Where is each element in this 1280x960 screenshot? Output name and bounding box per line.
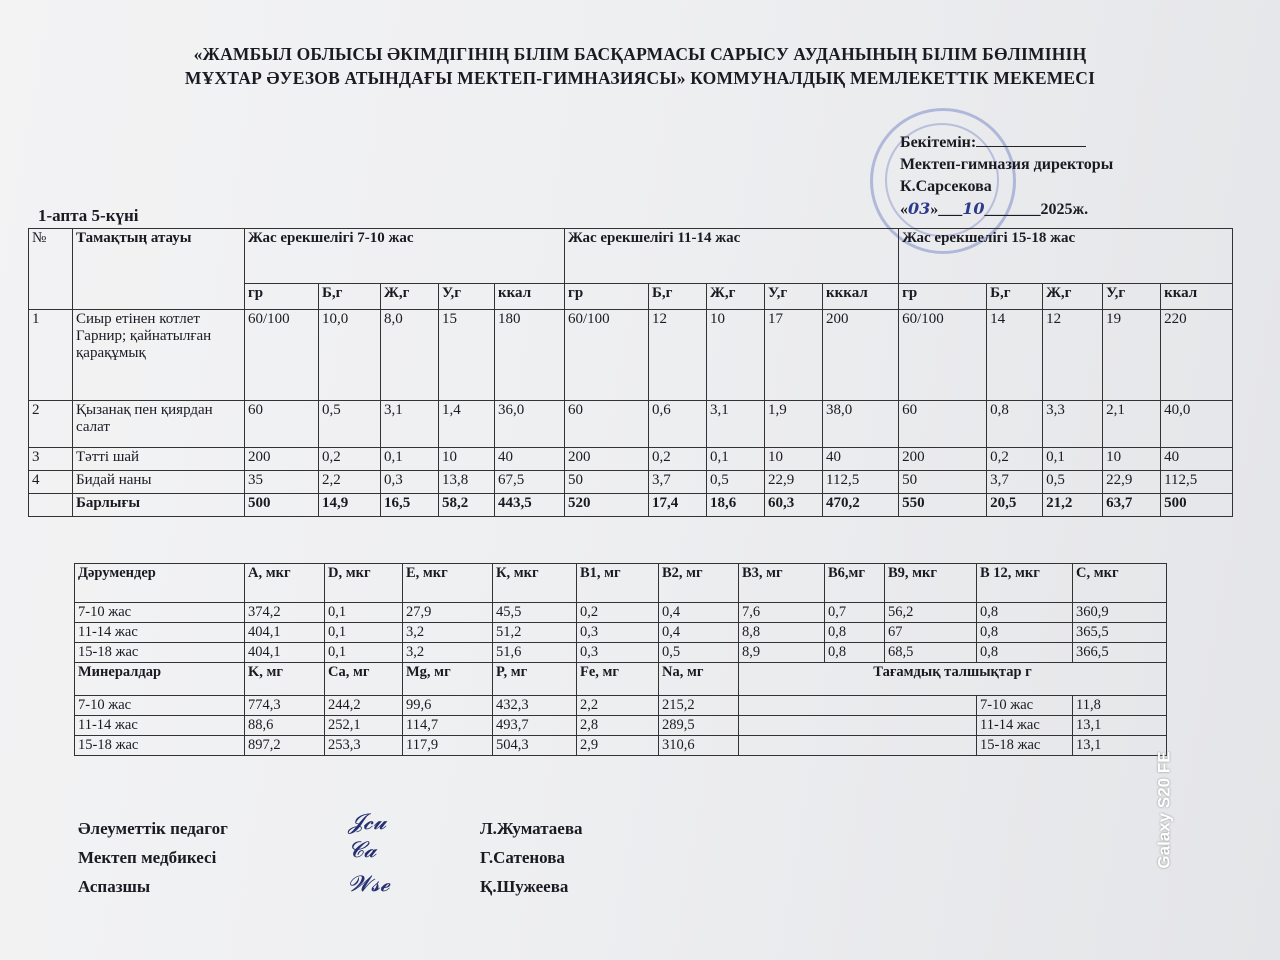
vitamin-value: 51,6 xyxy=(493,643,577,663)
mineral-row xyxy=(75,696,1167,716)
subheader-cell: Ж,г xyxy=(1043,283,1103,309)
fiber-gap xyxy=(739,736,977,756)
vitamin-header: B 12, мкг xyxy=(977,564,1073,603)
menu-value: 50 xyxy=(899,471,987,494)
group-header-11-14: Жас ерекшелігі 11-14 жас xyxy=(565,229,899,284)
fiber-value: 13,1 xyxy=(1073,736,1167,756)
menu-value: 40 xyxy=(823,448,899,471)
menu-value: 0,5 xyxy=(319,401,381,448)
mineral-header: K, мг xyxy=(245,663,325,696)
approval-label: Бекітемін: xyxy=(900,134,977,151)
subheader-cell: У,г xyxy=(1103,283,1161,309)
vitamin-value: 51,2 xyxy=(493,623,577,643)
mineral-value: 253,3 xyxy=(325,736,403,756)
vitamin-value: 0,8 xyxy=(977,603,1073,623)
menu-value: 0,1 xyxy=(1043,448,1103,471)
vitamin-value: 3,2 xyxy=(403,623,493,643)
menu-value: 60/100 xyxy=(899,310,987,401)
menu-value: 60/100 xyxy=(565,310,649,401)
vitamin-value: 45,5 xyxy=(493,603,577,623)
total-value: 520 xyxy=(565,494,649,517)
day-label: 1-апта 5-күні xyxy=(38,206,139,225)
menu-value: 3,7 xyxy=(987,471,1043,494)
mineral-row xyxy=(75,716,1167,736)
menu-value: 22,9 xyxy=(1103,471,1161,494)
subheader-cell: Б,г xyxy=(987,283,1043,309)
date-day: 03 xyxy=(908,199,931,218)
row-number: 1 xyxy=(29,310,73,401)
menu-row xyxy=(29,471,1233,494)
subheader-cell: Б,г xyxy=(319,283,381,309)
menu-value: 67,5 xyxy=(495,471,565,494)
menu-value: 60/100 xyxy=(245,310,319,401)
subheader-cell: гр xyxy=(899,283,987,309)
date-year: 2025ж. xyxy=(1040,201,1089,218)
vitamin-value: 0,3 xyxy=(577,623,659,643)
total-value: 60,3 xyxy=(765,494,823,517)
signature-scrawl-1: 𝓙𝓬𝓾 xyxy=(348,810,387,835)
vitamin-value: 0,8 xyxy=(977,623,1073,643)
mineral-header: Na, мг xyxy=(659,663,739,696)
menu-value: 0,1 xyxy=(707,448,765,471)
menu-value: 40,0 xyxy=(1161,401,1233,448)
role-school-nurse: Мектеп медбикесі xyxy=(78,848,217,867)
menu-value: 17 xyxy=(765,310,823,401)
total-value: 63,7 xyxy=(1103,494,1161,517)
menu-table xyxy=(28,228,1233,517)
row-number: 3 xyxy=(29,448,73,471)
camera-watermark: Galaxy S20 FE xyxy=(1154,751,1174,869)
mineral-value: 774,3 xyxy=(245,696,325,716)
vitamin-value: 0,1 xyxy=(325,603,403,623)
menu-value: 1,9 xyxy=(765,401,823,448)
menu-value: 10 xyxy=(765,448,823,471)
vitamin-value: 374,2 xyxy=(245,603,325,623)
menu-value: 3,7 xyxy=(649,471,707,494)
vitamin-header: B2, мг xyxy=(659,564,739,603)
vitamin-value: 7,6 xyxy=(739,603,825,623)
menu-row xyxy=(29,448,1233,471)
role-cook: Аспазшы xyxy=(78,877,151,896)
name-cook: Қ.Шужеева xyxy=(480,877,569,896)
mineral-value: 504,3 xyxy=(493,736,577,756)
subheader-cell: Б,г xyxy=(649,283,707,309)
subheader-cell: гр xyxy=(565,283,649,309)
mineral-value: 117,9 xyxy=(403,736,493,756)
fiber-age: 7-10 жас xyxy=(977,696,1073,716)
vitamin-value: 67 xyxy=(885,623,977,643)
menu-value: 3,3 xyxy=(1043,401,1103,448)
dish-name: Бидай наны xyxy=(73,471,245,494)
fiber-gap xyxy=(739,716,977,736)
menu-value: 112,5 xyxy=(1161,471,1233,494)
mineral-value: 88,6 xyxy=(245,716,325,736)
menu-value: 60 xyxy=(565,401,649,448)
menu-value: 22,9 xyxy=(765,471,823,494)
vitamin-value: 0,5 xyxy=(659,643,739,663)
signature-scrawl-3: 𝓦𝓼𝓮 xyxy=(348,872,390,897)
signature-names xyxy=(480,814,583,901)
col-no-header: № xyxy=(29,229,73,310)
col-name-header: Тамақтың атауы xyxy=(73,229,245,310)
menu-value: 200 xyxy=(899,448,987,471)
mineral-value: 310,6 xyxy=(659,736,739,756)
mineral-header: Ca, мг xyxy=(325,663,403,696)
vitamin-value: 0,2 xyxy=(577,603,659,623)
vitamin-value: 0,4 xyxy=(659,623,739,643)
subheader-cell: гр xyxy=(245,283,319,309)
menu-value: 13,8 xyxy=(439,471,495,494)
menu-value: 0,2 xyxy=(987,448,1043,471)
vitamin-value: 0,8 xyxy=(825,643,885,663)
subheader-cell: кккал xyxy=(823,283,899,309)
subheader-cell: ккал xyxy=(495,283,565,309)
mineral-value: 252,1 xyxy=(325,716,403,736)
vitamin-value: 68,5 xyxy=(885,643,977,663)
vitamin-value: 7-10 жас xyxy=(75,603,245,623)
subheader-cell: Ж,г xyxy=(381,283,439,309)
fiber-gap xyxy=(739,696,977,716)
dish-name: Тәтті шай xyxy=(73,448,245,471)
vitamin-header: B3, мг xyxy=(739,564,825,603)
total-value: 17,4 xyxy=(649,494,707,517)
vitamin-value: 56,2 xyxy=(885,603,977,623)
vitamin-header: Дәрумендер xyxy=(75,564,245,603)
mineral-value: 289,5 xyxy=(659,716,739,736)
menu-value: 60 xyxy=(245,401,319,448)
total-value: 550 xyxy=(899,494,987,517)
menu-value: 0,3 xyxy=(381,471,439,494)
mineral-value: 2,9 xyxy=(577,736,659,756)
group-header-7-10: Жас ерекшелігі 7-10 жас xyxy=(245,229,565,284)
signature-scrawl-2: 𝓒𝓪 xyxy=(348,838,377,863)
menu-value: 8,0 xyxy=(381,310,439,401)
header-line-2: МҰХТАР ӘУЕЗОВ АТЫНДАҒЫ МЕКТЕП-ГИМНАЗИЯСЫ» КОММУНАЛДЫҚ МЕМЛЕКЕТТІК МЕКЕМЕСІ xyxy=(184,68,1096,88)
fiber-age: 11-14 жас xyxy=(977,716,1073,736)
menu-value: 10,0 xyxy=(319,310,381,401)
menu-value: 10 xyxy=(707,310,765,401)
menu-value: 15 xyxy=(439,310,495,401)
mineral-value: 15-18 жас xyxy=(75,736,245,756)
vitamin-value: 0,8 xyxy=(977,643,1073,663)
vitamin-row xyxy=(75,623,1167,643)
menu-value: 36,0 xyxy=(495,401,565,448)
total-empty xyxy=(29,494,73,517)
menu-value: 220 xyxy=(1161,310,1233,401)
menu-value: 2,2 xyxy=(319,471,381,494)
menu-value: 3,1 xyxy=(381,401,439,448)
vitamin-value: 8,8 xyxy=(739,623,825,643)
fiber-value: 13,1 xyxy=(1073,716,1167,736)
mineral-header: Минералдар xyxy=(75,663,245,696)
menu-value: 200 xyxy=(565,448,649,471)
menu-value: 12 xyxy=(1043,310,1103,401)
mineral-value: 114,7 xyxy=(403,716,493,736)
menu-row xyxy=(29,401,1233,448)
menu-value: 0,8 xyxy=(987,401,1043,448)
vitamin-header: D, мкг xyxy=(325,564,403,603)
row-number: 2 xyxy=(29,401,73,448)
vitamin-value: 8,9 xyxy=(739,643,825,663)
vitamin-header: C, мкг xyxy=(1073,564,1167,603)
menu-value: 0,5 xyxy=(1043,471,1103,494)
mineral-value: 99,6 xyxy=(403,696,493,716)
vitamin-value: 366,5 xyxy=(1073,643,1167,663)
vitamin-header: B6,мг xyxy=(825,564,885,603)
vitamin-value: 27,9 xyxy=(403,603,493,623)
approval-position: Мектеп-гимназия директоры xyxy=(900,156,1114,173)
menu-value: 0,2 xyxy=(649,448,707,471)
menu-value: 10 xyxy=(439,448,495,471)
vitamin-row xyxy=(75,643,1167,663)
subheader-cell: У,г xyxy=(765,283,823,309)
vitamin-header: B9, мкг xyxy=(885,564,977,603)
vitamin-value: 404,1 xyxy=(245,623,325,643)
menu-value: 0,6 xyxy=(649,401,707,448)
mineral-value: 11-14 жас xyxy=(75,716,245,736)
vitamin-value: 360,9 xyxy=(1073,603,1167,623)
total-value: 14,9 xyxy=(319,494,381,517)
menu-value: 40 xyxy=(495,448,565,471)
approval-date: «03»___10_______2025ж. xyxy=(900,199,1089,218)
minerals-header-row xyxy=(75,663,1167,696)
group-header-15-18: Жас ерекшелігі 15-18 жас xyxy=(899,229,1233,284)
menu-row xyxy=(29,310,1233,401)
mineral-value: 7-10 жас xyxy=(75,696,245,716)
menu-value: 0,1 xyxy=(381,448,439,471)
total-value: 20,5 xyxy=(987,494,1043,517)
mineral-value: 2,8 xyxy=(577,716,659,736)
menu-value: 10 xyxy=(1103,448,1161,471)
vitamin-value: 0,8 xyxy=(825,623,885,643)
vitamin-row xyxy=(75,603,1167,623)
total-value: 470,2 xyxy=(823,494,899,517)
menu-value: 19 xyxy=(1103,310,1161,401)
menu-value: 2,1 xyxy=(1103,401,1161,448)
mineral-value: 215,2 xyxy=(659,696,739,716)
mineral-value: 897,2 xyxy=(245,736,325,756)
signature-roles xyxy=(78,814,228,901)
mineral-value: 432,3 xyxy=(493,696,577,716)
vitamin-value: 3,2 xyxy=(403,643,493,663)
vitamin-value: 0,3 xyxy=(577,643,659,663)
menu-value: 0,2 xyxy=(319,448,381,471)
subheader-cell: ккал xyxy=(1161,283,1233,309)
menu-value: 112,5 xyxy=(823,471,899,494)
director-signature xyxy=(976,132,1086,147)
vitamin-value: 404,1 xyxy=(245,643,325,663)
fiber-value: 11,8 xyxy=(1073,696,1167,716)
menu-value: 60 xyxy=(899,401,987,448)
menu-value: 180 xyxy=(495,310,565,401)
mineral-value: 2,2 xyxy=(577,696,659,716)
vitamin-header: E, мкг xyxy=(403,564,493,603)
menu-value: 200 xyxy=(823,310,899,401)
dish-name: Сиыр етінен котлет Гарнир; қайнатылған қарақұмық xyxy=(73,310,245,401)
fiber-header: Тағамдық талшықтар г xyxy=(739,663,1167,696)
menu-value: 3,1 xyxy=(707,401,765,448)
role-social-pedagogue: Әлеуметтік педагог xyxy=(78,819,228,838)
approval-block xyxy=(900,132,1113,221)
total-value: 21,2 xyxy=(1043,494,1103,517)
mineral-value: 493,7 xyxy=(493,716,577,736)
mineral-header: P, мг xyxy=(493,663,577,696)
menu-value: 0,5 xyxy=(707,471,765,494)
vitamin-header: К, мкг xyxy=(493,564,577,603)
approval-name: К.Сарсекова xyxy=(900,178,992,195)
mineral-row xyxy=(75,736,1167,756)
name-school-nurse: Г.Сатенова xyxy=(480,848,565,867)
vitamin-value: 0,1 xyxy=(325,643,403,663)
vitamin-value: 0,1 xyxy=(325,623,403,643)
vitamin-value: 0,4 xyxy=(659,603,739,623)
total-value: 500 xyxy=(245,494,319,517)
mineral-header: Fe, мг xyxy=(577,663,659,696)
vitamin-header: B1, мг xyxy=(577,564,659,603)
menu-value: 12 xyxy=(649,310,707,401)
total-value: 443,5 xyxy=(495,494,565,517)
vitamin-value: 11-14 жас xyxy=(75,623,245,643)
menu-value: 35 xyxy=(245,471,319,494)
header-line-1: «ЖАМБЫЛ ОБЛЫСЫ ӘКІМДІГІНІҢ БІЛІМ БАСҚАРМАСЫ САРЫСУ АУДАНЫНЫҢ БІЛІМ БӨЛІМІНІҢ xyxy=(193,44,1087,64)
total-value: 500 xyxy=(1161,494,1233,517)
vitamin-value: 0,7 xyxy=(825,603,885,623)
menu-value: 200 xyxy=(245,448,319,471)
dish-name: Қызанақ пен қиярдан салат xyxy=(73,401,245,448)
date-month: 10 xyxy=(962,199,985,218)
vitamins-header-row xyxy=(75,564,1167,603)
subheader-cell: У,г xyxy=(439,283,495,309)
total-value: 16,5 xyxy=(381,494,439,517)
fiber-age: 15-18 жас xyxy=(977,736,1073,756)
menu-value: 38,0 xyxy=(823,401,899,448)
total-label: Барлығы xyxy=(73,494,245,517)
menu-value: 1,4 xyxy=(439,401,495,448)
total-row xyxy=(29,494,1233,517)
total-value: 58,2 xyxy=(439,494,495,517)
vitamin-value: 15-18 жас xyxy=(75,643,245,663)
subheader-cell: Ж,г xyxy=(707,283,765,309)
menu-value: 50 xyxy=(565,471,649,494)
mineral-value: 244,2 xyxy=(325,696,403,716)
vitamin-header: A, мкг xyxy=(245,564,325,603)
vitamin-value: 365,5 xyxy=(1073,623,1167,643)
menu-value: 14 xyxy=(987,310,1043,401)
total-value: 18,6 xyxy=(707,494,765,517)
name-social-pedagogue: Л.Жуматаева xyxy=(480,819,583,838)
nutrients-table xyxy=(74,563,1167,756)
menu-value: 40 xyxy=(1161,448,1233,471)
mineral-header: Mg, мг xyxy=(403,663,493,696)
row-number: 4 xyxy=(29,471,73,494)
